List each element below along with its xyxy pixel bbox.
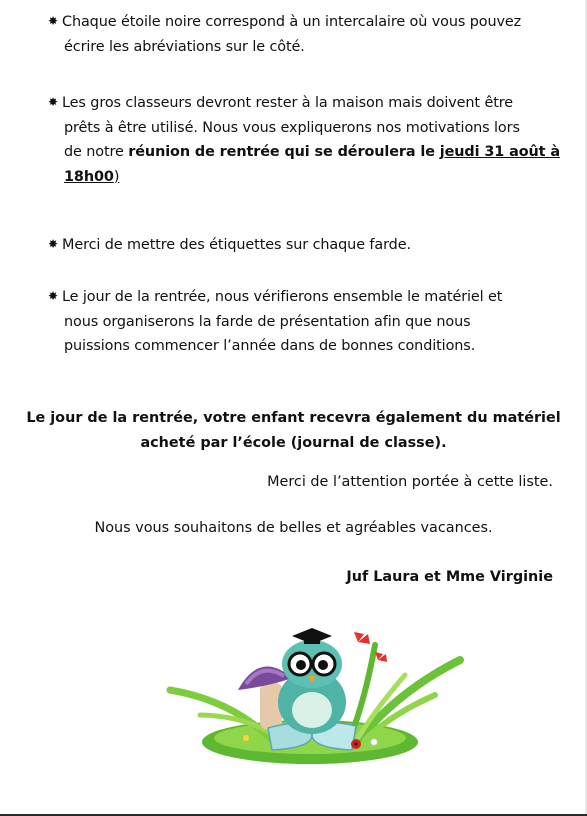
star-bullet-icon: ✸ bbox=[48, 95, 58, 109]
signature: Juf Laura et Mme Virginie bbox=[346, 569, 553, 585]
bullet-item-binders bbox=[48, 90, 568, 189]
meeting-date: jeudi 31 août à bbox=[439, 144, 560, 160]
meeting-time: 18h00 bbox=[64, 168, 114, 185]
bullet-text-line: Chaque étoile noire correspond à un intercalaire où vous pouvez bbox=[62, 14, 522, 30]
meeting-time-paren: ) bbox=[113, 168, 120, 185]
notice-line: Le jour de la rentrée, votre enfant recevra également du matériel bbox=[26, 410, 561, 426]
bullet-text-line: nous organiserons la farde de présentation afin que nous bbox=[64, 313, 471, 330]
bullet-text-line: prêts à être utilisé. Nous vous expliquerons nos motivations lors bbox=[64, 119, 520, 136]
school-material-notice bbox=[0, 406, 587, 456]
bullet-text-line: Les gros classeurs devront rester à la maison mais doivent être bbox=[62, 95, 513, 111]
meeting-text: réunion de rentrée qui se déroulera le bbox=[128, 144, 440, 160]
owl-on-book-illustration bbox=[160, 620, 470, 770]
star-bullet-icon: ✸ bbox=[48, 289, 58, 303]
wishes-text: Nous vous souhaitons de belles et agréables vacances. bbox=[94, 520, 493, 536]
thanks-text: Merci de l’attention portée à cette liste. bbox=[267, 474, 553, 490]
bullet-text-line: de notre bbox=[64, 144, 129, 160]
star-bullet-icon: ✸ bbox=[48, 237, 58, 251]
notice-line: acheté par l’école (journal de classe). bbox=[140, 435, 447, 451]
bullet-item-first-day bbox=[48, 284, 568, 359]
bullet-text-line: puissions commencer l’année dans de bonnes conditions. bbox=[64, 338, 476, 354]
bullet-item-dividers bbox=[48, 9, 568, 59]
bullet-text-line: Le jour de la rentrée, nous vérifierons ensemble le matériel et bbox=[62, 289, 503, 305]
bullet-text-line: écrire les abréviations sur le côté. bbox=[64, 38, 305, 55]
bullet-item-labels bbox=[48, 232, 568, 258]
star-bullet-icon: ✸ bbox=[48, 14, 58, 28]
bullet-text-line: Merci de mettre des étiquettes sur chaque farde. bbox=[62, 237, 411, 253]
